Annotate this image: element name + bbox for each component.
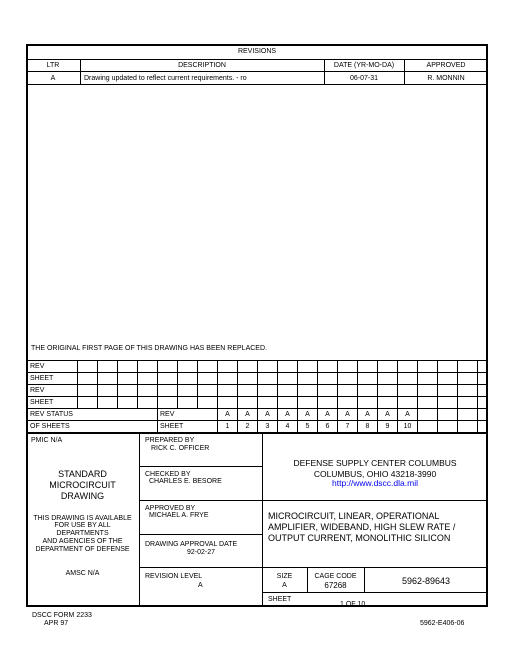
- header-approved: APPROVED: [426, 62, 466, 69]
- approved-name: MICHAEL A. FRYE: [149, 512, 209, 519]
- rev-grid-cell: [418, 397, 438, 409]
- amsc-label: AMSC N/A: [65, 570, 100, 577]
- sheet-of: 1 OF 10: [340, 601, 366, 608]
- rev-grid-row: [28, 397, 488, 409]
- rev-grid-cell: [118, 397, 138, 409]
- rev-grid-row: [28, 361, 488, 373]
- description-line: AMPLIFIER, WIDEBAND, HIGH SLEW RATE /: [268, 522, 456, 532]
- rev-cell: A: [338, 409, 358, 421]
- rev-grid-cell: [398, 373, 418, 385]
- rev-grid-cell: [318, 373, 338, 385]
- rev-cell: A: [398, 409, 418, 421]
- rev-grid-cell: [78, 361, 98, 373]
- rev-grid-cell: [78, 397, 98, 409]
- rev-grid-cell: [398, 385, 418, 397]
- availability-line: DEPARTMENT OF DEFENSE: [35, 546, 130, 553]
- rule: [139, 500, 262, 501]
- rule: [26, 84, 488, 85]
- doc-code: 5962-E406-06: [420, 620, 465, 627]
- rev-cell: A: [238, 409, 258, 421]
- rev-grid-cell: [298, 373, 318, 385]
- rev-grid-label: REV: [28, 361, 78, 373]
- rev-grid-cell: [458, 361, 478, 373]
- rev-grid-cell: [438, 373, 458, 385]
- rev-grid-cell: [138, 373, 158, 385]
- rev-grid-cell: [218, 385, 238, 397]
- rev-grid-cell: [338, 361, 358, 373]
- form-date: APR 97: [44, 620, 69, 627]
- sheet-cell: [458, 421, 478, 433]
- rev-cell: A: [318, 409, 338, 421]
- approval-date-label: DRAWING APPROVAL DATE: [145, 541, 238, 548]
- rev-grid-cell: [78, 385, 98, 397]
- form-number: DSCC FORM 2233: [32, 612, 92, 619]
- rule: [139, 433, 140, 607]
- availability-line: DEPARTMENTS: [56, 530, 109, 537]
- rev-grid-cell: [318, 385, 338, 397]
- rule: [262, 500, 488, 501]
- rev-grid-cell: [418, 373, 438, 385]
- rev-grid-cell: [358, 361, 378, 373]
- rev-grid-cell: [458, 373, 478, 385]
- rev-grid-cell: [98, 361, 118, 373]
- revision-approved: R. MONNIN: [427, 75, 465, 82]
- of-sheets-label: OF SHEETS: [28, 421, 158, 433]
- rev-grid-cell: [98, 397, 118, 409]
- rule: [262, 592, 488, 593]
- rev-grid-label: SHEET: [28, 397, 78, 409]
- rev-grid-cell: [278, 397, 298, 409]
- rev-grid-cell: [198, 397, 218, 409]
- sheet-cell: 4: [278, 421, 298, 433]
- standard-line: DRAWING: [60, 491, 105, 501]
- rev-grid-cell: [258, 361, 278, 373]
- rev-grid-cell: [158, 361, 178, 373]
- revision-level-label: REVISION LEVEL: [145, 573, 203, 580]
- revision-date: 06-07-31: [349, 75, 379, 82]
- approval-date: 92-02-27: [187, 549, 216, 556]
- rev-cell: A: [218, 409, 238, 421]
- rev-cell: A: [258, 409, 278, 421]
- rev-grid-cell: [478, 397, 488, 409]
- rev-grid-cell: [78, 373, 98, 385]
- rev-grid-cell: [98, 373, 118, 385]
- rev-grid-cell: [198, 385, 218, 397]
- sheet-cell: 5: [298, 421, 318, 433]
- rev-grid-cell: [398, 361, 418, 373]
- sheet-cell: 7: [338, 421, 358, 433]
- rev-grid-cell: [338, 373, 358, 385]
- rev-grid-cell: [278, 373, 298, 385]
- rev-grid-cell: [118, 373, 138, 385]
- replaced-notice: THE ORIGINAL FIRST PAGE OF THIS DRAWING HAS BEEN REPLACED.: [31, 345, 267, 352]
- rev-grid-cell: [158, 373, 178, 385]
- rev-cell: [458, 409, 478, 421]
- agency-line: DEFENSE SUPPLY CENTER COLUMBUS: [293, 458, 457, 468]
- sheet-label: SHEET: [158, 421, 218, 433]
- rev-grid-row: [28, 385, 488, 397]
- rev-grid-cell: [298, 385, 318, 397]
- rev-grid-cell: [178, 385, 198, 397]
- dwg-number: 5962-89643: [401, 576, 451, 586]
- agency-url-link[interactable]: http://www.dscc.dla.mil: [332, 478, 418, 488]
- rev-grid-label: REV: [28, 385, 78, 397]
- rev-grid-cell: [458, 397, 478, 409]
- sheet-cell: 10: [398, 421, 418, 433]
- rev-grid-cell: [418, 385, 438, 397]
- rev-grid-cell: [218, 361, 238, 373]
- rev-grid-cell: [358, 385, 378, 397]
- rev-grid-cell: [118, 361, 138, 373]
- rule: [139, 466, 262, 467]
- rev-cell: [478, 409, 488, 421]
- rev-grid-cell: [318, 361, 338, 373]
- sheet-cell: 2: [238, 421, 258, 433]
- header-ltr: LTR: [46, 62, 60, 69]
- prepared-name: RICK C. OFFICER: [151, 445, 210, 452]
- rev-grid-cell: [258, 385, 278, 397]
- rev-grid-cell: [358, 373, 378, 385]
- description-line: MICROCIRCUIT, LINEAR, OPERATIONAL: [268, 511, 440, 521]
- rev-grid-cell: [198, 361, 218, 373]
- rev-cell: A: [358, 409, 378, 421]
- rev-grid-cell: [138, 397, 158, 409]
- header-description: DESCRIPTION: [178, 62, 226, 69]
- availability-line: THIS DRAWING IS AVAILABLE: [33, 515, 132, 522]
- rev-cell: [438, 409, 458, 421]
- rev-grid-cell: [358, 397, 378, 409]
- sheet-cell: 6: [318, 421, 338, 433]
- rev-grid-cell: [298, 361, 318, 373]
- size-label: SIZE: [276, 573, 293, 580]
- rev-label: REV: [158, 409, 218, 421]
- rev-grid-cell: [278, 361, 298, 373]
- sheet-cell: [418, 421, 438, 433]
- rev-grid-cell: [318, 397, 338, 409]
- rev-grid-cell: [478, 385, 488, 397]
- rev-grid-cell: [258, 373, 278, 385]
- rev-status-label: REV STATUS: [28, 409, 158, 421]
- rev-grid-cell: [238, 397, 258, 409]
- availability-line: AND AGENCIES OF THE: [42, 538, 123, 545]
- prepared-label: PREPARED BY: [145, 437, 195, 444]
- rev-grid-cell: [378, 373, 398, 385]
- rev-grid-cell: [398, 397, 418, 409]
- rev-grid-cell: [478, 373, 488, 385]
- rev-grid-cell: [178, 361, 198, 373]
- rev-grid-cell: [278, 385, 298, 397]
- revision-level: A: [198, 582, 203, 589]
- size-value: A: [282, 582, 287, 589]
- rule: [139, 534, 262, 535]
- rev-status-table: [27, 360, 488, 433]
- cage-label: CAGE CODE: [314, 573, 357, 580]
- agency-line: COLUMBUS, OHIO 43218-3990: [313, 469, 437, 479]
- sheet-cell: 3: [258, 421, 278, 433]
- pmic-label: PMIC N/A: [31, 437, 63, 444]
- rev-grid-cell: [378, 361, 398, 373]
- standard-line: MICROCIRCUIT: [49, 480, 116, 490]
- revision-ltr: A: [50, 75, 56, 82]
- rev-grid-cell: [258, 397, 278, 409]
- rev-grid-cell: [378, 397, 398, 409]
- standard-line: STANDARD: [58, 469, 107, 479]
- rev-grid-cell: [118, 385, 138, 397]
- rev-grid-cell: [438, 397, 458, 409]
- rev-status-row: [28, 409, 488, 421]
- rev-grid-cell: [198, 373, 218, 385]
- rule: [26, 433, 488, 434]
- rev-grid-cell: [238, 373, 258, 385]
- rev-grid-cell: [298, 397, 318, 409]
- rev-grid-cell: [138, 361, 158, 373]
- rev-grid-cell: [158, 397, 178, 409]
- rev-cell: A: [298, 409, 318, 421]
- rule: [139, 567, 488, 568]
- rev-grid-cell: [458, 385, 478, 397]
- rev-cell: A: [378, 409, 398, 421]
- checked-name: CHARLES E. BESORE: [149, 478, 222, 485]
- rev-grid-label: SHEET: [28, 373, 78, 385]
- rev-grid-cell: [478, 361, 488, 373]
- rev-grid-cell: [438, 385, 458, 397]
- rev-grid-cell: [418, 361, 438, 373]
- description-line: OUTPUT CURRENT, MONOLITHIC SILICON: [268, 533, 451, 543]
- rev-grid-cell: [218, 373, 238, 385]
- rule: [26, 71, 488, 72]
- rev-grid-cell: [438, 361, 458, 373]
- sheet-cell: 9: [378, 421, 398, 433]
- rev-grid-cell: [238, 361, 258, 373]
- of-sheets-row: [28, 421, 488, 433]
- sheet-cell: 1: [218, 421, 238, 433]
- rev-grid-cell: [98, 385, 118, 397]
- sheet-cell: 8: [358, 421, 378, 433]
- rev-grid-cell: [138, 385, 158, 397]
- revision-description: Drawing updated to reflect current requirements. - ro: [84, 75, 247, 82]
- rev-grid-row: [28, 373, 488, 385]
- checked-label: CHECKED BY: [145, 471, 191, 478]
- rev-grid-cell: [378, 385, 398, 397]
- rev-grid-cell: [238, 385, 258, 397]
- rev-grid-cell: [158, 385, 178, 397]
- rev-cell: A: [278, 409, 298, 421]
- rule: [26, 59, 488, 60]
- sheet-label: SHEET: [268, 596, 292, 603]
- rev-grid-cell: [178, 397, 198, 409]
- rev-cell: [418, 409, 438, 421]
- rev-grid-cell: [178, 373, 198, 385]
- rev-grid-cell: [338, 385, 358, 397]
- header-date: DATE (YR-MO-DA): [333, 62, 395, 69]
- cage-code: 67268: [324, 581, 347, 590]
- approved-label: APPROVED BY: [145, 505, 196, 512]
- sheet-cell: [478, 421, 488, 433]
- revisions-title: REVISIONS: [237, 48, 277, 55]
- sheet-cell: [438, 421, 458, 433]
- rev-grid-cell: [338, 397, 358, 409]
- availability-line: FOR USE BY ALL: [54, 522, 111, 529]
- rev-grid-cell: [218, 397, 238, 409]
